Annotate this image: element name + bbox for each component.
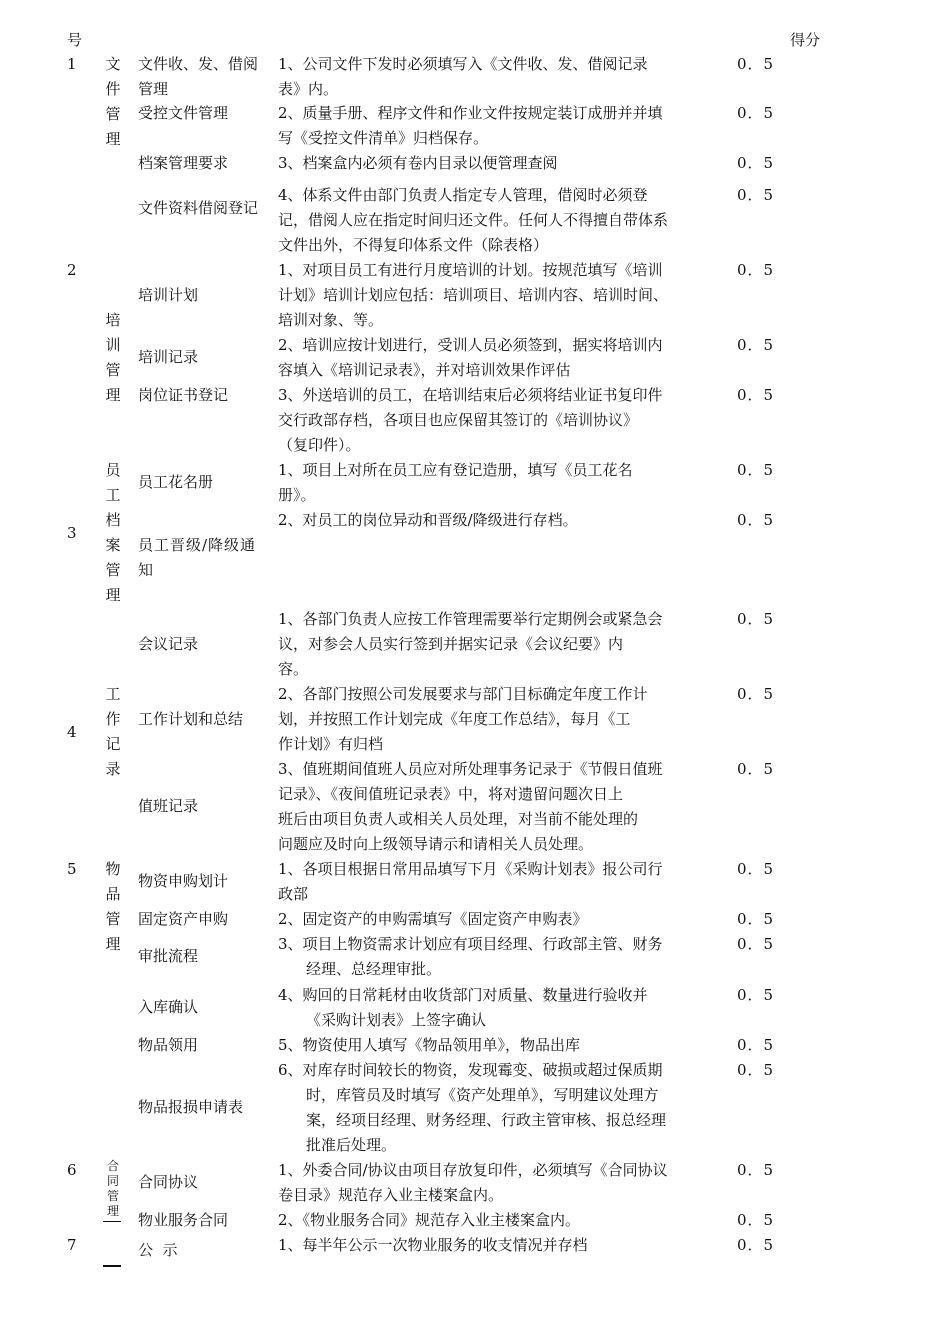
score-value: 0．5: [737, 685, 775, 703]
category-label: 值班记录: [138, 797, 199, 815]
category-label: 工作计划和总结: [138, 710, 244, 728]
section-area: 员工档案管理: [105, 461, 121, 604]
category-label: 受控文件管理: [138, 104, 229, 122]
category-label: 文件收、发、借阅管理: [138, 55, 259, 98]
score-value: 0．5: [737, 1236, 775, 1254]
requirement-text: 2、各部门按照公司发展要求与部门目标确定年度工作计 划，并按照工作计划完成《年度工作总结》，每月《工 作计划》有归档: [278, 685, 648, 753]
requirement-text: 3、档案盒内必须有卷内目录以便管理查阅: [278, 154, 558, 172]
requirement-text: 1、各部门负责人应按工作管理需要举行定期例会或紧急会 议，对参会人员实行签到并据实记录《会议纪要》内 容。: [278, 610, 663, 678]
category-label: 审批流程: [138, 947, 199, 965]
section-number: 4: [67, 723, 77, 741]
requirement-text: 1、对项目员工有进行月度培训的计划。按规范填写《培训 计划》培训计划应包括：培训项目、培训内容、培训时间、 培训对象、等。: [278, 261, 669, 329]
requirement-text: 5、物资使用人填写《物品领用单》，物品出库: [278, 1036, 581, 1054]
section-number: 5: [67, 860, 77, 878]
score-value: 0．5: [737, 910, 775, 928]
score-value: 0．5: [737, 1036, 775, 1054]
section-number: 3: [67, 524, 77, 542]
section-number: 7: [67, 1236, 77, 1254]
score-value: 0．5: [737, 461, 775, 479]
section-area: 工作记录: [105, 685, 121, 778]
score-value: 0．5: [737, 55, 775, 73]
requirement-text: 3、值班期间值班人员应对所处理事务记录于《节假日值班 记录》、《夜间值班记录表》中，将对遗留问题次日上 班后由项目负责人或相关人员处理，对当前不能处理的 问题应及时向上级领导请示和请相关人员处理。: [278, 760, 663, 853]
score-value: 0．5: [737, 1161, 775, 1179]
category-label: 培训计划: [138, 286, 199, 304]
category-label: 会议记录: [138, 635, 199, 653]
requirement-text: 3、外送培训的员工，在培训结束后必须将结业证书复印件 交行政部存档，各项目也应保留其签订的《培训协议》 （复印件）。: [278, 386, 663, 454]
section-number: 6: [67, 1161, 77, 1179]
category-label: 物业服务合同: [138, 1211, 229, 1229]
score-value: 0．5: [737, 935, 775, 953]
requirement-text: 2、培训应按计划进行，受训人员必须签到，据实将培训内 容填入《培训记录表》，并对培训效果作评估: [278, 336, 663, 379]
category-label: 文件资料借阅登记: [138, 199, 259, 217]
header-score-label: 得分: [790, 31, 821, 49]
score-value: 0．5: [737, 186, 775, 204]
score-value: 0．5: [737, 261, 775, 279]
score-value: 0．5: [737, 986, 775, 1004]
requirement-text: 3、项目上物资需求计划应有项目经理、行政部主管、财务 经理、总经理审批。: [278, 935, 663, 978]
category-label: 培训记录: [138, 348, 199, 366]
score-value: 0．5: [737, 860, 775, 878]
score-value: 0．5: [737, 154, 775, 172]
category-label: 固定资产申购: [138, 910, 229, 928]
divider: [103, 1265, 121, 1267]
score-value: 0．5: [737, 386, 775, 404]
score-value: 0．5: [737, 1061, 775, 1079]
score-value: 0．5: [737, 104, 775, 122]
requirement-text: 1、每半年公示一次物业服务的收支情况并存档: [278, 1236, 588, 1254]
requirement-text: 2、固定资产的申购需填写《固定资产申购表》: [278, 910, 588, 928]
category-label: 物品领用: [138, 1036, 199, 1054]
header-no-label: 号: [67, 31, 83, 49]
score-value: 0．5: [737, 610, 775, 628]
requirement-text: 1、外委合同/协议由项目存放复印件，必须填写《合同协议 卷目录》规范存入业主楼案盒内。: [278, 1161, 668, 1204]
category-label: 合同协议: [138, 1173, 199, 1191]
requirement-text: 6、对库存时间较长的物资，发现霉变、破损或超过保质期 时，库管员及时填写《资产处理单》，写明建议处理方 案，经项目经理、财务经理、行政主管审核、报总经理 批准后处理。: [278, 1061, 667, 1154]
category-label: 员工花名册: [138, 473, 214, 491]
score-value: 0．5: [737, 1211, 775, 1229]
category-label: 入库确认: [138, 998, 199, 1016]
requirement-text: 1、各项目根据日常用品填写下月《采购计划表》报公司行 政部: [278, 860, 663, 903]
section-number: 1: [67, 55, 77, 73]
score-value: 0．5: [737, 511, 775, 529]
section-number: 2: [67, 261, 77, 279]
category-label: 岗位证书登记: [138, 386, 229, 404]
section-area: 合同管理: [106, 1159, 119, 1218]
category-label: 公 示: [138, 1241, 178, 1259]
requirement-text: 2、对员工的岗位异动和晋级/降级进行存档。: [278, 511, 578, 529]
category-label: 员工晋级/降级通知: [138, 536, 257, 579]
requirement-text: 1、公司文件下发时必须填写入《文件收、发、借阅记录 表》内。: [278, 55, 648, 98]
section-area: 培训管理: [105, 311, 121, 404]
requirement-text: 4、体系文件由部门负责人指定专人管理，借阅时必须登 记，借阅人应在指定时间归还文件。任何人不得擅自带体系 文件出外，不得复印体系文件（除表格）: [278, 186, 669, 254]
score-value: 0．5: [737, 336, 775, 354]
section-area: 物品管理: [105, 860, 121, 953]
category-label: 档案管理要求: [138, 154, 229, 172]
score-value: 0．5: [737, 760, 775, 778]
requirement-text: 2、《物业服务合同》规范存入业主楼案盒内。: [278, 1211, 581, 1229]
category-label: 物资申购划计: [138, 872, 229, 890]
section-area: 文件管理: [105, 55, 121, 148]
requirement-text: 1、项目上对所在员工应有登记造册，填写《员工花名 册》。: [278, 461, 633, 504]
requirement-text: 2、质量手册、程序文件和作业文件按规定装订成册并并填 写《受控文件清单》归档保存。: [278, 104, 663, 147]
requirement-text: 4、购回的日常耗材由收货部门对质量、数量进行验收并 《采购计划表》上签字确认: [278, 986, 648, 1029]
category-label: 物品报损申请表: [138, 1098, 244, 1116]
divider: [103, 1221, 121, 1222]
